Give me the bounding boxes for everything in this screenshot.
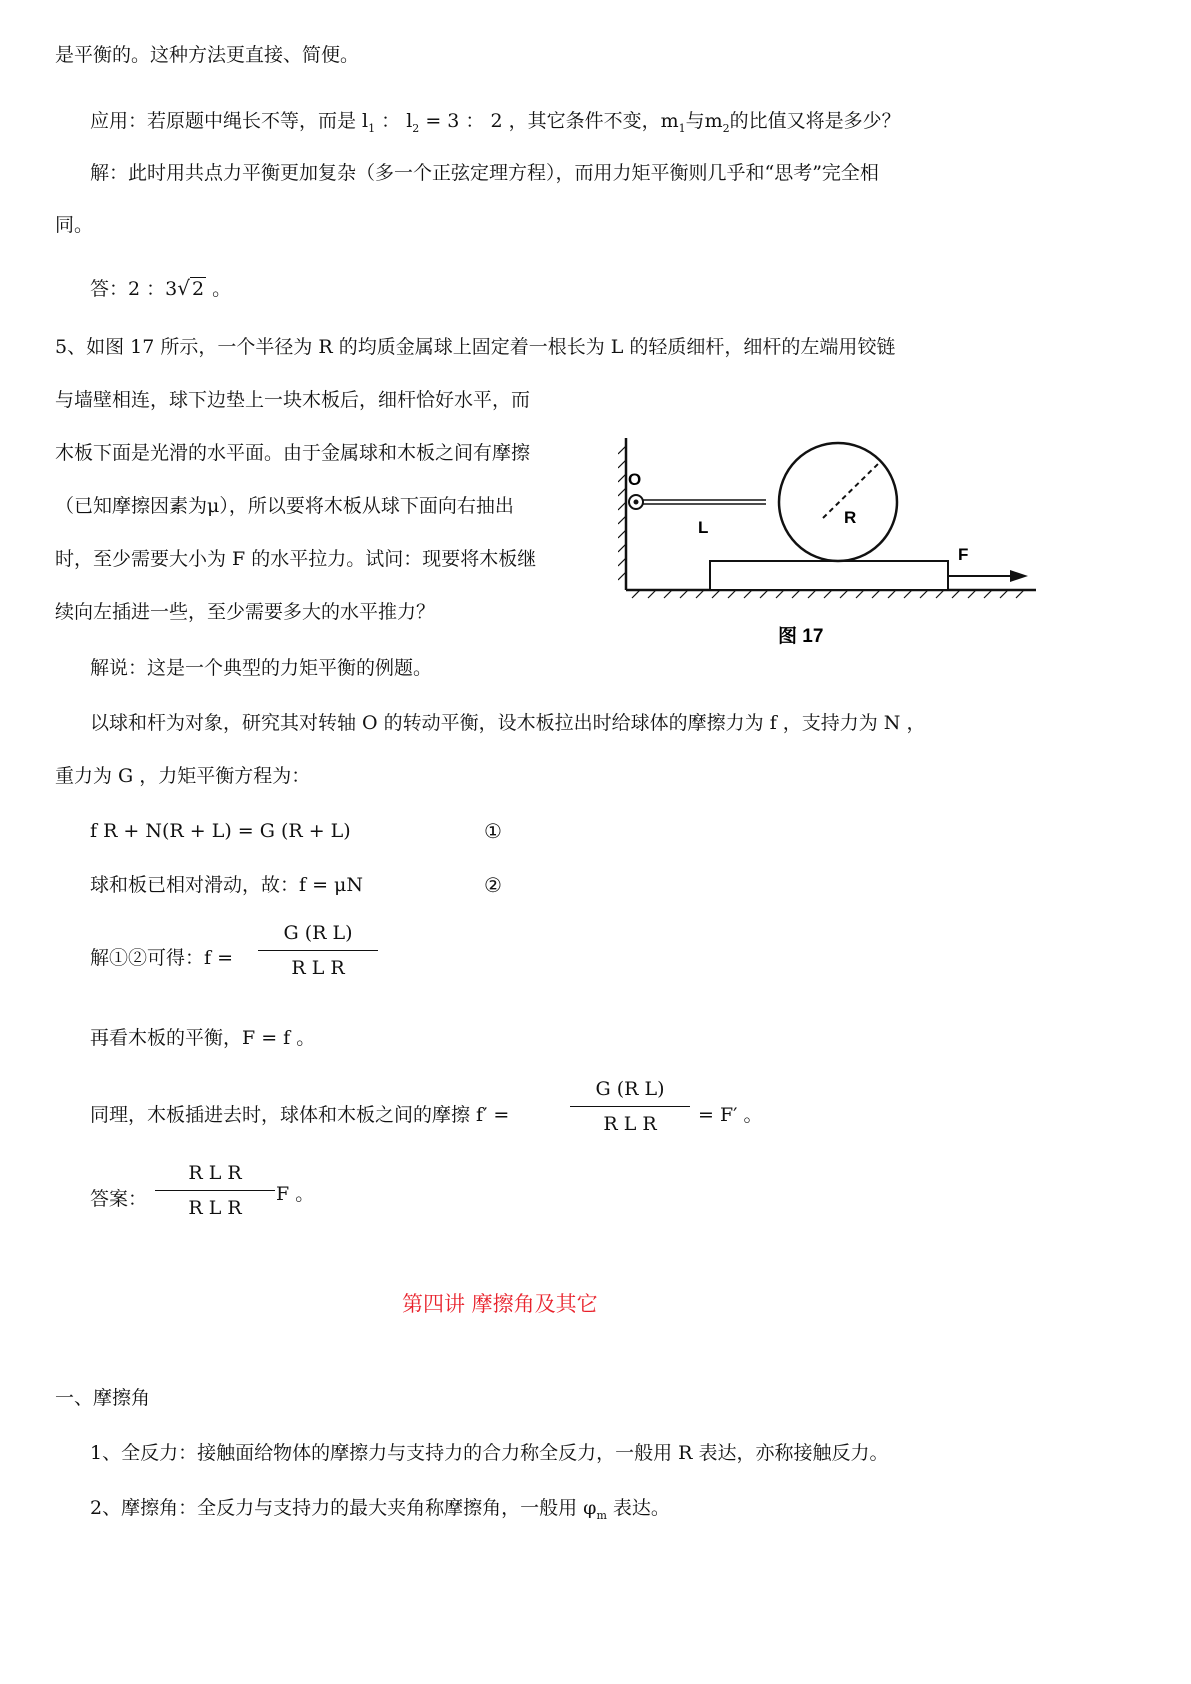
hinge-pin <box>634 500 639 505</box>
sqrt-sign: √ <box>177 276 190 300</box>
var-m2: m <box>704 110 723 132</box>
insert-suffix: = F′ 。 <box>698 1104 763 1126</box>
fraction-numerator: G (R L) <box>258 921 378 951</box>
app-prefix: 应用：若原题中绳长不等，而是 <box>90 110 363 132</box>
sub-m1: 1 <box>678 122 686 135</box>
app-colon: ： <box>375 110 407 132</box>
equation-2-number: ② <box>484 873 502 897</box>
wooden-board <box>710 561 948 590</box>
lecture-title: 第四讲 摩擦角及其它 <box>402 1292 598 1316</box>
problem-5-line-1: 5、如图 17 所示，一个半径为 R 的均质金属球上固定着一根长为 L 的轻质细杆，细杆的左端用铰链 <box>55 336 896 358</box>
solve-fraction <box>258 921 378 980</box>
label-o: O <box>628 470 642 489</box>
fraction-denominator: R L R <box>603 1113 657 1135</box>
label-r: R <box>844 508 857 527</box>
insert-prefix: 同理，木板插进去时，球体和木板之间的摩擦 f′ = <box>90 1104 510 1126</box>
equation-1-number: ① <box>484 819 502 843</box>
label-l: L <box>698 518 709 537</box>
fraction-denominator: R L R <box>291 957 345 979</box>
sub-m2: 2 <box>722 122 730 135</box>
item-2 <box>90 1495 670 1529</box>
fraction-numerator: G (R L) <box>570 1077 690 1107</box>
sub-1: 1 <box>368 122 376 135</box>
sub-2: 2 <box>412 122 420 135</box>
solution-line-1: 解：此时用共点力平衡更加复杂（多一个正弦定理方程），而用力矩平衡则几乎和“思考”完全相 <box>90 162 879 184</box>
fraction-denominator: R L R <box>188 1197 242 1219</box>
label-f: F <box>958 545 969 564</box>
var-l1: l <box>362 110 369 132</box>
force-arrow-head <box>1010 570 1028 582</box>
answer-fraction <box>155 1161 275 1220</box>
var-m1: m <box>660 110 679 132</box>
study-line-1: 以球和杆为对象，研究其对转轴 O 的转动平衡，设木板拉出时给球体的摩擦力为 f ，支持力为 N ， <box>90 712 926 734</box>
insert-fraction <box>570 1077 690 1136</box>
problem-5-line-2: 与墙壁相连，球下边垫上一块木板后，细杆恰好水平，而 <box>55 389 531 411</box>
answer-1 <box>90 275 231 302</box>
solve-prefix: 解①②可得：f = <box>90 947 233 969</box>
item-2-prefix: 2、摩擦角：全反力与支持力的最大夹角称摩擦角，一般用 φ <box>90 1497 597 1519</box>
text-line: 是平衡的。这种方法更直接、简便。 <box>55 44 360 66</box>
item-2-suffix: 表达。 <box>606 1497 670 1519</box>
figure-17 <box>618 430 1038 654</box>
answer-1-prefix: 答：2 ：3 <box>90 278 178 300</box>
problem-5-line-3: 木板下面是光滑的水平面。由于金属球和木板之间有摩擦 <box>55 442 531 464</box>
app-with: 与 <box>685 110 705 132</box>
study-line-2: 重力为 G ，力矩平衡方程为： <box>55 765 311 787</box>
var-l2: l <box>406 110 413 132</box>
figure-17-diagram <box>618 430 1038 650</box>
radicand: 2 <box>191 278 205 300</box>
explain-line: 解说：这是一个典型的力矩平衡的例题。 <box>90 657 433 679</box>
solution-line-2: 同。 <box>55 214 94 236</box>
application-line <box>90 108 901 142</box>
problem-5-line-6: 续向左插进一些，至少需要多大的水平推力？ <box>55 601 436 623</box>
problem-5-line-4: （已知摩擦因素为μ），所以要将木板从球下面向右抽出 <box>55 495 514 517</box>
item-2-subscript: m <box>596 1509 607 1522</box>
app-ratio: = 3 ： 2 ，其它条件不变， <box>419 110 661 132</box>
app-suffix: 的比值又将是多少？ <box>729 110 901 132</box>
board-equilibrium: 再看木板的平衡，F = f 。 <box>90 1027 316 1049</box>
equation-2: 球和板已相对滑动，故：f = μN <box>90 874 364 896</box>
equation-1: f R + N(R + L) = G (R + L) <box>90 820 351 842</box>
answer-1-suffix: 。 <box>206 278 232 300</box>
answer-prefix: 答案： <box>90 1188 148 1210</box>
problem-5-line-5: 时，至少需要大小为 F 的水平拉力。试问：现要将木板继 <box>55 548 537 570</box>
answer-suffix: F 。 <box>276 1183 315 1205</box>
item-1: 1、全反力：接触面给物体的摩擦力与支持力的合力称全反力，一般用 R 表达，亦称接触反力。 <box>90 1442 889 1464</box>
figure-caption: 图 17 <box>778 626 824 647</box>
fraction-numerator: R L R <box>155 1161 275 1191</box>
section-heading: 一、摩擦角 <box>55 1387 151 1409</box>
